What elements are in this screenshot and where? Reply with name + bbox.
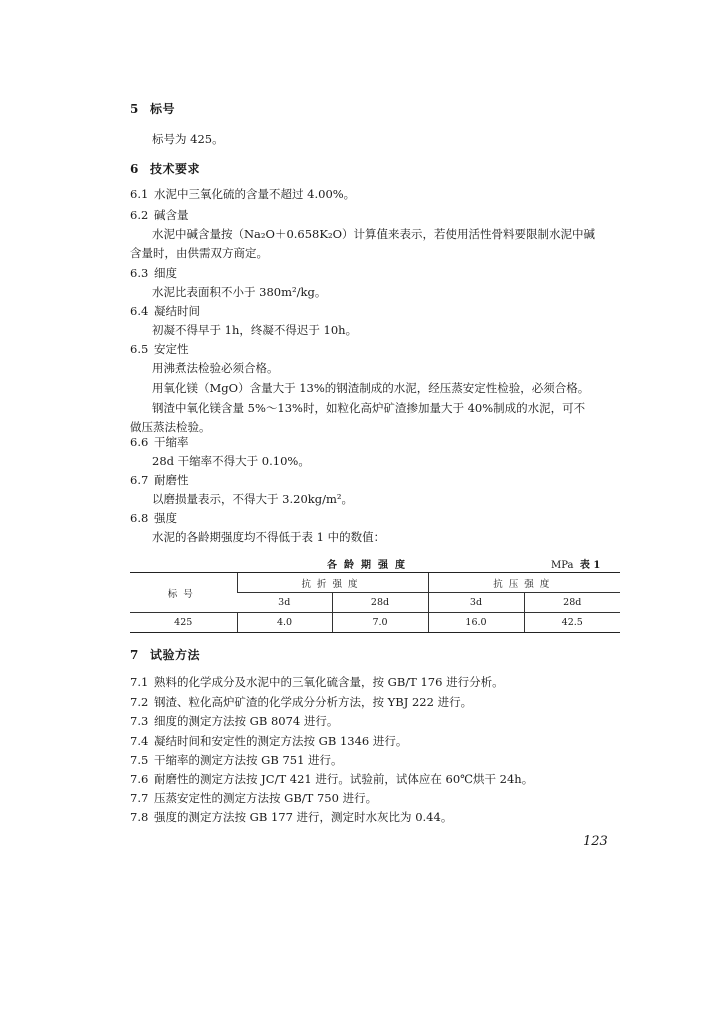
- clause-text: 水泥中三氧化硫的含量不超过 4.00%。: [154, 187, 356, 201]
- section-7-heading: [130, 647, 200, 663]
- section-title: 试验方法: [150, 648, 201, 662]
- clause-number: 6.1: [130, 187, 149, 201]
- clause-7-1: [130, 674, 504, 690]
- clause-7-4: [130, 733, 407, 749]
- clause-number: 7.1: [130, 675, 149, 689]
- page-number: 123: [583, 834, 608, 849]
- paragraph: 钢渣中氧化镁含量 5%～13%时，如粒化高炉矿渣掺加量大于 40%制成的水泥，可不: [152, 401, 586, 415]
- clause-7-8: [130, 809, 452, 825]
- paragraph: 以磨损量表示，不得大于 3.20kg/m²。: [152, 492, 353, 506]
- clause-text: 凝结时间和安定性的测定方法按 GB 1346 进行。: [154, 734, 408, 748]
- table-header-row: [130, 573, 620, 593]
- paragraph: 初凝不得早于 1h，终凝不得迟于 10h。: [152, 323, 358, 337]
- table-unit: [551, 556, 600, 571]
- clause-6-7-heading: [130, 472, 189, 488]
- clause-text: 干缩率的测定方法按 GB 751 进行。: [154, 753, 343, 767]
- table-caption: 各龄期强度: [327, 560, 412, 571]
- clause-text: 压蒸安定性的测定方法按 GB/T 750 进行。: [154, 791, 378, 805]
- paragraph: 标号为 425。: [152, 132, 224, 146]
- paragraph: 用沸煮法检验必须合格。: [152, 361, 279, 375]
- clause-number: 7.7: [130, 791, 149, 805]
- table-unit-text: MPa: [551, 560, 574, 571]
- clause-title: 安定性: [154, 342, 189, 356]
- paragraph-continuation: 做压蒸法检验。: [130, 420, 211, 434]
- table-header-age: 28d: [332, 593, 428, 613]
- table-header-grade: 标号: [130, 573, 237, 613]
- clause-6-6-heading: [130, 434, 189, 450]
- section-number: 7: [130, 648, 139, 662]
- clause-6-2-heading: [130, 207, 189, 223]
- section-6-heading: [130, 161, 200, 177]
- clause-number: 7.6: [130, 772, 149, 786]
- table-cell: 42.5: [524, 613, 620, 633]
- clause-6-3-heading: [130, 265, 177, 281]
- table-header-compressive: 抗压强度: [428, 573, 620, 593]
- table-cell: 425: [130, 613, 237, 633]
- clause-7-5: [130, 752, 343, 768]
- clause-6-5-heading: [130, 341, 189, 357]
- table-header-age: 3d: [237, 593, 332, 613]
- paragraph: 水泥中碱含量按（Na₂O＋0.658K₂O）计算值来表示，若使用活性骨料要限制水泥中碱: [152, 227, 596, 241]
- clause-number: 6.4: [130, 304, 149, 318]
- clause-7-2: [130, 694, 472, 710]
- clause-number: 6.6: [130, 435, 149, 449]
- table-header-flexural: 抗折强度: [237, 573, 428, 593]
- table-header-age: 3d: [428, 593, 524, 613]
- clause-6-1: [130, 186, 355, 202]
- clause-title: 强度: [154, 511, 177, 525]
- section-title: 标号: [150, 102, 176, 116]
- clause-number: 6.8: [130, 511, 149, 525]
- table-cell: 4.0: [237, 613, 332, 633]
- section-number: 6: [130, 162, 139, 176]
- clause-text: 耐磨性的测定方法按 JC/T 421 进行。试验前，试体应在 60℃烘干 24h。: [154, 772, 534, 786]
- table-row: [130, 613, 620, 633]
- section-title: 技术要求: [150, 162, 201, 176]
- clause-number: 6.2: [130, 208, 149, 222]
- section-number: 5: [130, 102, 139, 116]
- clause-text: 熟料的化学成分及水泥中的三氧化硫含量，按 GB/T 176 进行分析。: [154, 675, 504, 689]
- table-cell: 7.0: [332, 613, 428, 633]
- table-label: 表 1: [579, 560, 601, 571]
- clause-title: 碱含量: [154, 208, 189, 222]
- paragraph: 水泥的各龄期强度均不得低于表 1 中的数值：: [152, 530, 386, 544]
- clause-number: 7.4: [130, 734, 149, 748]
- clause-number: 6.3: [130, 266, 149, 280]
- clause-7-6: [130, 771, 533, 787]
- section-5-heading: [130, 101, 175, 117]
- paragraph-continuation: 含量时，由供需双方商定。: [130, 246, 268, 260]
- clause-number: 6.5: [130, 342, 149, 356]
- clause-title: 细度: [154, 266, 177, 280]
- clause-title: 凝结时间: [154, 304, 200, 318]
- clause-title: 耐磨性: [154, 473, 189, 487]
- clause-text: 钢渣、粒化高炉矿渣的化学成分分析方法，按 YBJ 222 进行。: [154, 695, 473, 709]
- table-cell: 16.0: [428, 613, 524, 633]
- clause-6-8-heading: [130, 510, 177, 526]
- clause-number: 7.5: [130, 753, 149, 767]
- clause-7-3: [130, 713, 338, 729]
- clause-text: 细度的测定方法按 GB 8074 进行。: [154, 714, 339, 728]
- table-header-age: 28d: [524, 593, 620, 613]
- clause-number: 6.7: [130, 473, 149, 487]
- clause-7-7: [130, 790, 377, 806]
- clause-6-4-heading: [130, 303, 200, 319]
- clause-number: 7.8: [130, 810, 149, 824]
- clause-title: 干缩率: [154, 435, 189, 449]
- paragraph: 28d 干缩率不得大于 0.10%。: [152, 454, 310, 468]
- strength-table: [130, 572, 620, 633]
- clause-number: 7.3: [130, 714, 149, 728]
- paragraph: 水泥比表面积不小于 380m²/kg。: [152, 285, 327, 299]
- paragraph: 用氧化镁（MgO）含量大于 13%的钢渣制成的水泥，经压蒸安定性检验，必须合格。: [152, 381, 590, 395]
- clause-text: 强度的测定方法按 GB 177 进行，测定时水灰比为 0.44。: [154, 810, 453, 824]
- clause-number: 7.2: [130, 695, 149, 709]
